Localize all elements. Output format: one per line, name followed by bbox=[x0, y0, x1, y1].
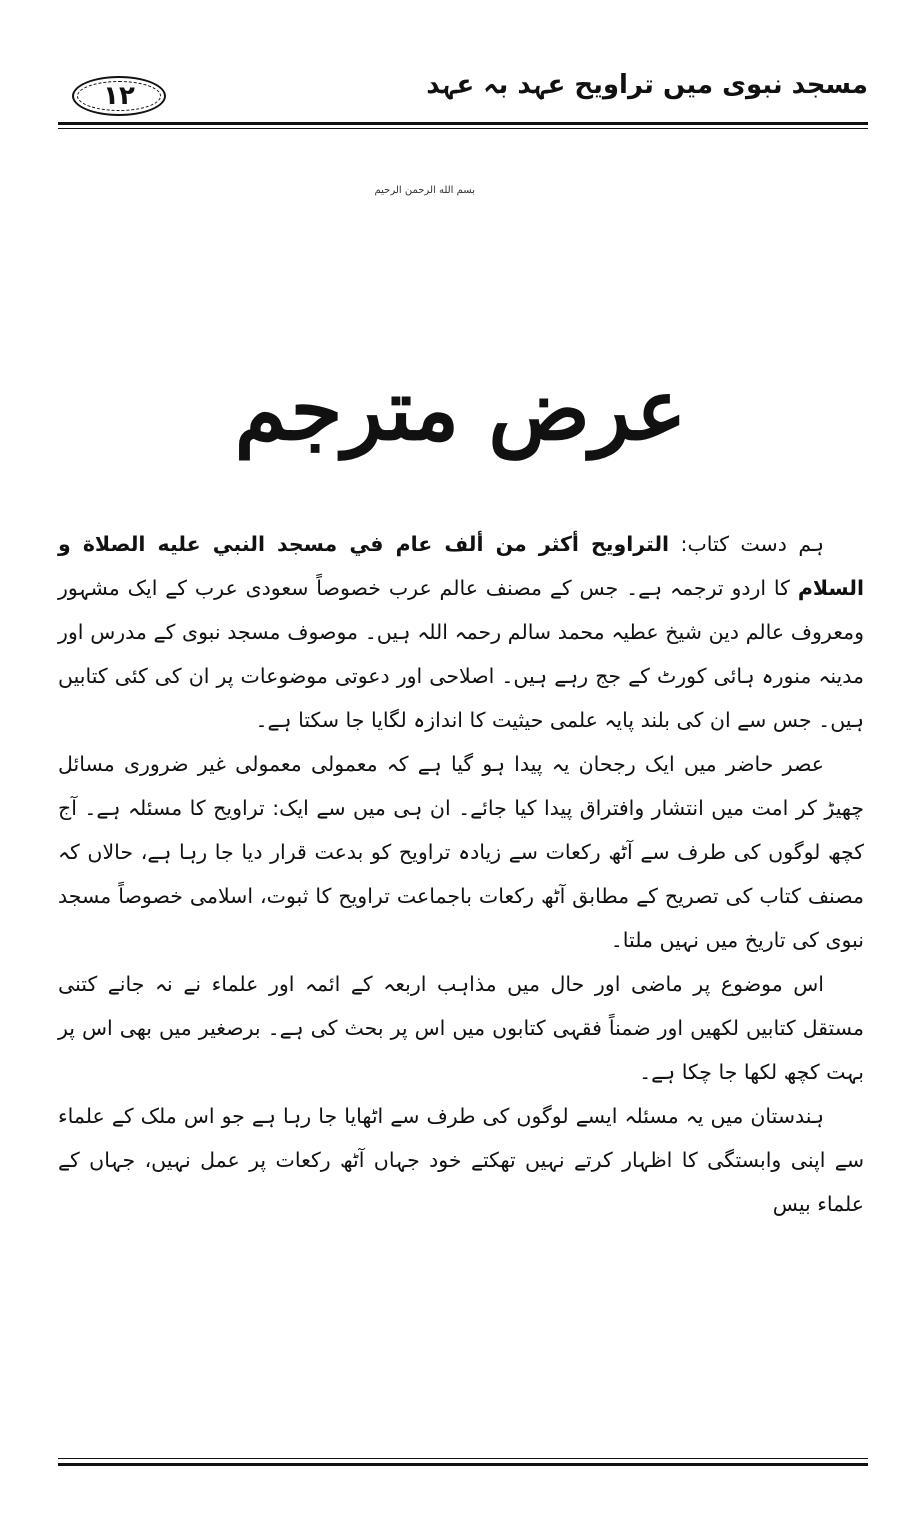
paragraph-2: عصر حاضر میں ایک رجحان یہ پیدا ہو گیا ہے کہ معمولی معمولی غیر ضروری مسائل چھیڑ کر امت میں انتشار وافتراق پیدا کیا جائے۔ ان ہی میں سے ایک: تراویح کا مسئلہ ہے۔ آج کچھ لوگوں کی طرف سے آٹھ رکعات سے زیادہ تراویح کو بدعت قرار دیا جا رہا ہے، حالاں کہ مصنف کتاب کی تصریح کے مطابق آٹھ رکعات باجماعت تراویح کا ثبوت، اسلامی خصوصاً مسجد نبوی کی تاریخ میں نہیں ملتا۔ bbox=[58, 752, 864, 952]
paragraph-4: ہندستان میں یہ مسئلہ ایسے لوگوں کی طرف سے اٹھایا جا رہا ہے جو اس ملک کے علماء سے اپنی وابستگی کا اظہار کرتے نہیں تھکتے خود جہاں آٹھ رکعات پر عمل نہیں، جہاں کے علماء بیس bbox=[58, 1104, 864, 1216]
footer-rule-thick bbox=[58, 1463, 868, 1466]
arabic-book-title: التراويح أكثر من ألف عام في مسجد النبي عليه الصلاة و السلام bbox=[58, 532, 864, 600]
paragraph-1-rest: کا اردو ترجمہ ہے۔ جس کے مصنف عالم عرب خصوصاً سعودی عرب کے ایک مشہور ومعروف عالم دین شیخ عطیہ محمد سالم رحمہ اللہ ہیں۔ موصوف مسجد نبوی کے مدرس اور مدینہ منورہ ہائی کورٹ کے جج رہے ہیں۔ اصلاحی اور دعوتی موضوعات پر ان کی کئی کتابیں ہیں۔ جس سے ان کی بلند پایہ علمی حیثیت کا اندازہ لگایا جا سکتا ہے۔ bbox=[58, 576, 864, 732]
header-rule-thick bbox=[58, 122, 868, 125]
paragraph-1-lead: ہم دست کتاب: bbox=[669, 532, 824, 556]
header-rule-thin bbox=[58, 128, 868, 129]
page-header bbox=[58, 62, 868, 122]
paragraph-1 bbox=[58, 522, 864, 742]
bismillah-calligraphy bbox=[374, 185, 475, 205]
chapter-title: عرض مترجم bbox=[234, 360, 687, 459]
bismillah-text: بسم الله الرحمن الرحيم bbox=[374, 185, 475, 196]
page-number: ۱۲ bbox=[103, 81, 135, 111]
paragraph-3: اس موضوع پر ماضی اور حال میں مذاہب اربعہ کے ائمہ اور علماء نے نہ جانے کتنی مستقل کتابیں لکھیں اور ضمناً فقہی کتابوں میں اس پر بحث کی ہے۔ برصغیر میں بھی اس پر بہت کچھ لکھا جا چکا ہے۔ bbox=[58, 972, 864, 1084]
body-text bbox=[58, 522, 864, 1226]
running-book-title: مسجد نبوی میں تراویح عہد بہ عہد bbox=[426, 70, 868, 100]
page-number-badge bbox=[72, 76, 166, 116]
footer-rule-thin bbox=[58, 1458, 868, 1459]
